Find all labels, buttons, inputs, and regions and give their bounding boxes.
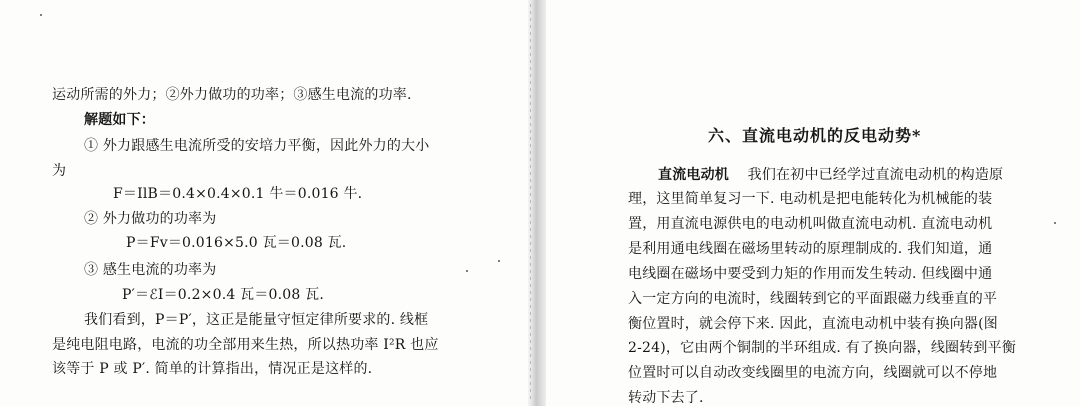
- scan-speck: [466, 270, 468, 272]
- formula-line: P′＝ℰI＝0.2×0.4 瓦＝0.08 瓦.: [122, 287, 324, 303]
- text-line: ③ 感生电流的功率为: [84, 262, 217, 278]
- text-line: 为: [52, 163, 67, 179]
- text-line: 该等于 P 或 P′. 简单的计算指出，情况正是这样的.: [52, 361, 373, 377]
- text-line: [658, 165, 1003, 185]
- text-line: 置，用直流电源供电的电动机叫做直流电动机. 直流电动机: [628, 216, 993, 232]
- scan-speck: [1054, 222, 1056, 224]
- text-line: 入一定方向的电流时，线圈转到它的平面跟磁力线垂直的平: [628, 291, 998, 307]
- text-line: 运动所需的外力；②外力做功的功率；③感生电流的功率.: [52, 87, 412, 103]
- formula-line: P＝Fv＝0.016×5.0 瓦＝0.08 瓦.: [126, 235, 347, 251]
- intro-term: 直流电动机: [658, 167, 729, 183]
- left-page: [0, 0, 528, 406]
- text-line: 2-24)，它由两个铜制的半环组成. 有了换向器，线圈转到平衡: [628, 340, 1017, 356]
- text-line: 转动下去了.: [628, 390, 704, 406]
- text-line: ② 外力做功的功率为: [84, 211, 217, 227]
- section-heading: 六、直流电动机的反电动势*: [708, 126, 922, 145]
- formula-line: F＝IlB＝0.4×0.4×0.1 牛＝0.016 牛.: [113, 186, 363, 202]
- text-line: 是纯电阻电路，电流的功全部用来生热，所以热功率 I²R 也应: [52, 337, 439, 353]
- text-line: 解题如下：: [84, 112, 155, 128]
- scan-speck: [498, 260, 500, 262]
- scan-speck: [40, 14, 42, 16]
- spine-shadow: [530, 4, 531, 402]
- text-line: 是利用通电线圈在磁场里转动的原理制成的. 我们知道，通: [628, 241, 993, 257]
- right-page: [546, 0, 1080, 406]
- text-line: ① 外力跟感生电流所受的安培力平衡，因此外力的大小: [84, 138, 430, 154]
- text-line: 位置时可以自动改变线圈里的电流方向，线圈就可以不停地: [628, 365, 998, 381]
- text-line: 衡位置时，就会停下来. 因此，直流电动机中装有换向器(图: [628, 316, 998, 332]
- text-line: 我们看到，P＝P′，这正是能量守恒定律所要求的. 线框: [84, 312, 429, 328]
- text-line: 电线圈在磁场中要受到力矩的作用而发生转动. 但线圈中通: [628, 266, 993, 282]
- text-line: 理，这里简单复习一下. 电动机是把电能转化为机械能的装: [628, 191, 993, 207]
- intro-text: 我们在初中已经学过直流电动机的构造原: [747, 167, 1004, 183]
